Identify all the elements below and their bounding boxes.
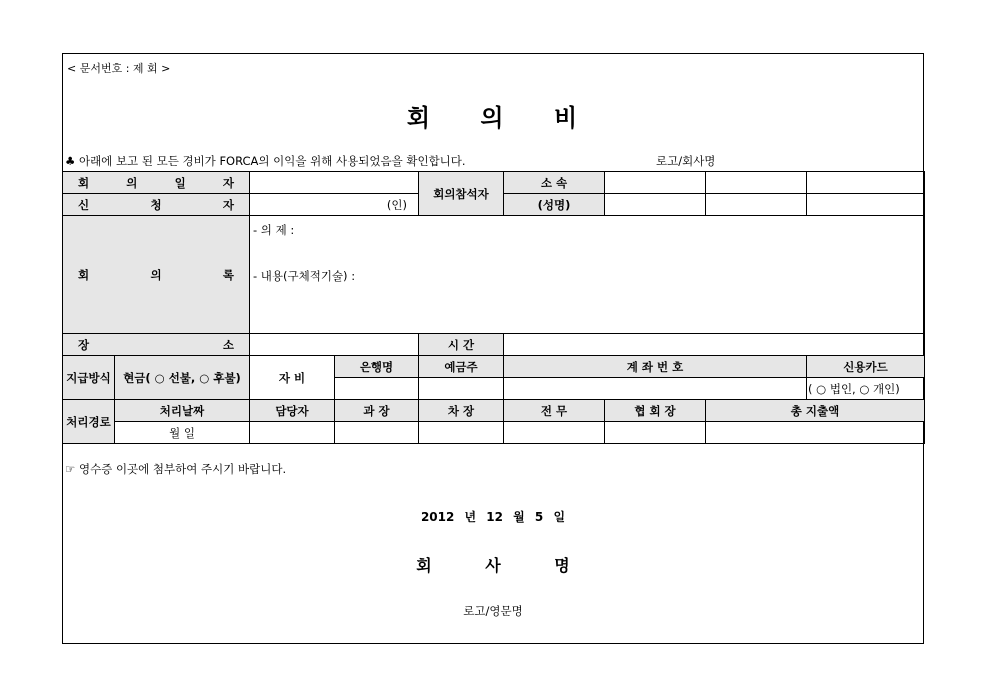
minutes-field[interactable] — [250, 216, 925, 334]
attendees-label: 회의참석자 — [419, 172, 504, 216]
page-title: 회 의 비 — [406, 104, 580, 132]
affiliation-field-1[interactable] — [605, 172, 706, 194]
affiliation-field-3[interactable] — [807, 172, 925, 194]
logo-company-label: 로고/회사명 — [656, 154, 716, 168]
time-label: 시 간 — [419, 334, 504, 356]
process-date-field[interactable]: 월 일 — [115, 422, 250, 444]
seal-label: (인) — [386, 197, 407, 212]
date-line: 2012 년 12 월 5 일 — [420, 510, 566, 524]
deputy-label: 차 장 — [419, 400, 504, 422]
time-field[interactable] — [504, 334, 925, 356]
name-field-3[interactable] — [807, 194, 925, 216]
processing-route-label: 처리경로 — [63, 400, 115, 444]
bank-name-field[interactable] — [335, 378, 419, 400]
document-number: < 문서번호 : 제 회 > — [67, 62, 171, 75]
name-field-1[interactable] — [605, 194, 706, 216]
section-chief-label: 과 장 — [335, 400, 419, 422]
manager-label: 담당자 — [250, 400, 335, 422]
section-chief-field[interactable] — [335, 422, 419, 444]
meeting-date-label: 회 의 일 자 — [63, 172, 250, 194]
credit-card-label: 신용카드 — [807, 356, 925, 378]
company-name: 회 사 명 — [416, 556, 570, 575]
payment-method-label: 지급방식 — [63, 356, 115, 400]
director-field[interactable] — [504, 422, 605, 444]
card-type-option[interactable]: ( ○ 법인, ○ 개인) — [807, 378, 925, 400]
total-label: 총 지출액 — [706, 400, 925, 422]
depositor-label: 예금주 — [419, 356, 504, 378]
process-date-label: 처리날짜 — [115, 400, 250, 422]
name-label: (성명) — [504, 194, 605, 216]
minutes-label: 회 의 록 — [63, 216, 250, 334]
association-head-label: 협 회 장 — [605, 400, 706, 422]
confirmation-notice: ♣ 아래에 보고 된 모든 경비가 FORCA의 이익을 위해 사용되었음을 확인합니다. — [65, 154, 466, 168]
association-head-field[interactable] — [605, 422, 706, 444]
meeting-date-field[interactable] — [250, 172, 419, 194]
deputy-field[interactable] — [419, 422, 504, 444]
expense-table — [62, 171, 925, 444]
applicant-label: 신 청 자 — [63, 194, 250, 216]
director-label: 전 무 — [504, 400, 605, 422]
account-number-field[interactable] — [504, 378, 807, 400]
bank-name-label: 은행명 — [335, 356, 419, 378]
depositor-field[interactable] — [419, 378, 504, 400]
cash-option[interactable]: 현금( ○ 선불, ○ 후불) — [115, 356, 250, 400]
place-field[interactable] — [250, 334, 419, 356]
name-field-2[interactable] — [706, 194, 807, 216]
affiliation-field-2[interactable] — [706, 172, 807, 194]
logo-english-label: 로고/영문명 — [463, 604, 523, 618]
content-label: - 내용(구체적기술) : — [253, 269, 356, 283]
affiliation-label: 소 속 — [504, 172, 605, 194]
applicant-field[interactable] — [250, 194, 419, 216]
manager-field[interactable] — [250, 422, 335, 444]
account-number-label: 계 좌 번 호 — [504, 356, 807, 378]
total-field[interactable] — [706, 422, 925, 444]
place-label: 장 소 — [63, 334, 250, 356]
agenda-label: - 의 제 : — [253, 223, 295, 237]
own-funds-label: 자 비 — [250, 356, 335, 400]
receipt-note: ☞ 영수증 이곳에 첨부하여 주시기 바랍니다. — [65, 462, 287, 476]
expense-form — [62, 53, 924, 644]
